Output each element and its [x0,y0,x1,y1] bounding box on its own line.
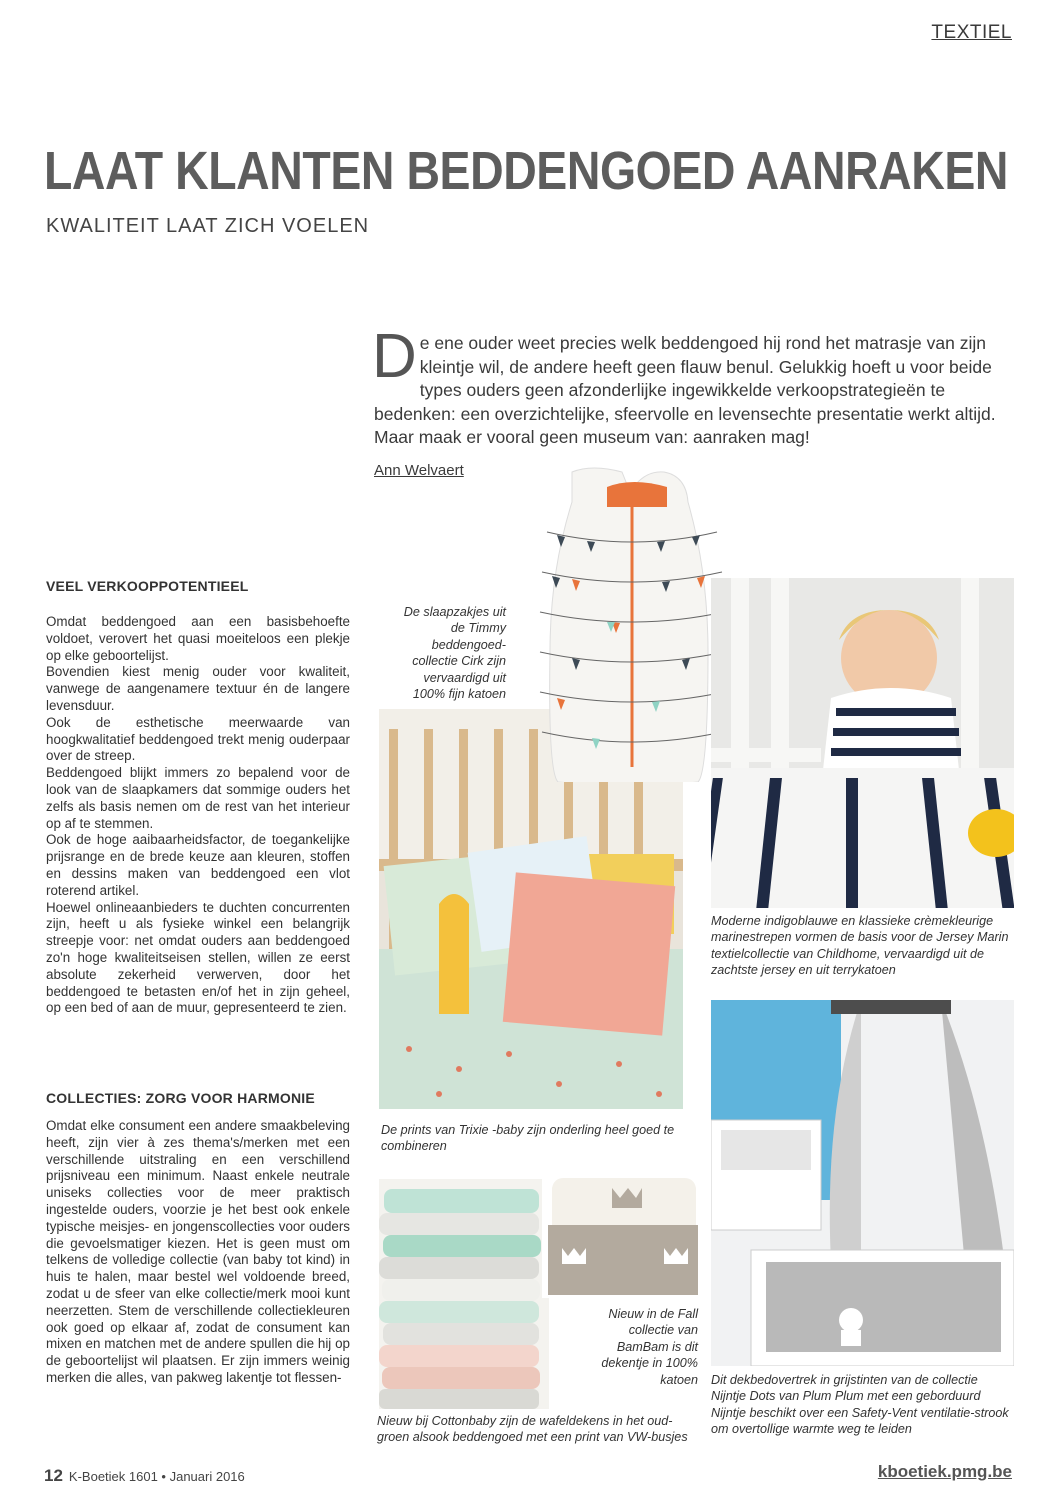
paragraph: Ook de esthetische meerwaarde van hoogkwalitatief beddengoed trekt menig ouderpaar over de streep. [46,714,350,764]
paragraph: Hoewel onlineaanbieders te duchten concurrenten zijn, heeft u als fysieke winkel een belangrijk streepje voor: net omdat ouders aan beddengoed zo'n hoge kwaliteitseisen stellen, willen ze eerst absolute zekerheid verwerven, door het beddengoed te betasten en/of het in zijn geheel, op een bed of aan de muur, gepresenteerd te zien. [46,899,350,1016]
caption-navy-stripes: Moderne indigoblauwe en klassieke crèmekleurige marinestrepen vormen de basis voor de Jersey Marin textielcollectie van Childhome, vervaardigd uit de zachtste jersey en uit terrykatoen [711,914,1009,978]
section-tag: TEXTIEL [931,22,1012,43]
caption-nijntje: Dit dekbedovertrek in grijstinten van de collectie Nijntje Dots van Plum Plum met een geborduurd Nijntje beschikt over een Safety-Vent ventilatie-strook om overtollige warmte weg te leiden [711,1373,1009,1437]
article-subtitle: KWALITEIT LAAT ZICH VOELEN [46,215,370,237]
section-heading-collecties: COLLECTIES: ZORG VOOR HARMONIE [46,1090,315,1106]
section-heading-verkooppotentieel: VEEL VERKOOPPOTENTIEEL [46,578,249,594]
photo-toddler-navy-stripes [711,578,1014,908]
photo-nursery-canopy [711,1000,1014,1366]
article-title: LAAT KLANTEN BEDDENGOED AANRAKEN [44,141,1009,201]
paragraph: Omdat elke consument een andere smaakbeleving heeft, zijn vier à zes thema's/merken met een verschillende uitstraling en een verschillend prijsniveau een minimum. Naast enkele neutrale uniseks collecties voor de meer praktisch ingestelde ouders, voorzie je het best ook enkele typische meisjes- en jongenscollecties voor ouders die gevoelsmatiger kiezen. Het is geen must om telkens de volledige collectie (van baby tot kind) in huis te halen, maar bestel wel voldoende breed, zodat u de sfeer van elke collectie/merk mooi kunt neerzetten. Stem de verschillende collectiekleuren ook goed op elkaar af, zodat de consument kan mixen en matchen met de andere spullen die hij op de geboortelijst wil plaatsen. Er zijn immers weinig merken die alles, van pakweg lakentje tot flessen- [46,1118,350,1385]
paragraph: Bovendien kiest menig ouder voor kwaliteit, vanwege de aangenamere textuur én de langere levensduur. [46,664,350,713]
paragraph: Omdat beddengoed aan een basisbehoefte voldoet, verovert het quasi moeiteloos een plekje op elke geboortelijst. [46,614,350,663]
footer-website-link[interactable]: kboetiek.pmg.be [877,1462,1012,1481]
caption-cottonbaby: Nieuw bij Cottonbaby zijn de wafeldekens in het oud-groen alsook beddengoed met een print van VW-busjes [377,1414,688,1445]
paragraph: Beddengoed blijkt immers zo bepalend voor de look van de slaapkamers dat sommige ouders het zelfs als basis nemen om de rest van het interieur op af te stemmen. [46,765,350,831]
intro-text: e ene ouder weet precies welk beddengoed hij rond het matrasje van zijn kleintje wil, de andere heeft geen flauw benul. Gelukkig hoeft u voor beide types ouders geen afzonderlijke ingewikkelde verkoopstrategieën te bedenken: een overzichtelijke, sfeervolle en levensechte presentatie werkt altijd. Maar maak er vooral geen museum van: aanraken mag! [374,333,996,447]
paragraph: Ook de hoge aaibaarheidsfactor, de toegankelijke prijsrange en de brede keuze aan kleuren, stoffen en dessins maken van beddengoed een vlot roterend artikel. [46,832,350,898]
photo-bambam-blanket [542,1170,704,1298]
section-body-verkooppotentieel [46,614,350,1017]
footer-issue [44,1466,245,1486]
author-byline: Ann Welvaert [374,462,464,479]
article-intro [372,322,1014,450]
caption-trixie: De prints van Trixie -baby zijn onderling heel goed te combineren [381,1123,675,1154]
photo-cottonbaby-blankets [379,1179,549,1409]
caption-bambam: Nieuw in de Fall collectie van BamBam is dit dekentje in 100% katoen [601,1307,698,1387]
page-number: 12 [44,1466,63,1485]
issue-info: K-Boetiek 1601 • Januari 2016 [68,1469,245,1484]
section-body-collecties [46,1118,350,1387]
drop-cap: D [372,322,417,391]
caption-sleepbag: De slaapzakjes uit de Timmy beddengoed-collectie Cirk zijn vervaardigd uit 100% fijn katoen [403,605,506,702]
